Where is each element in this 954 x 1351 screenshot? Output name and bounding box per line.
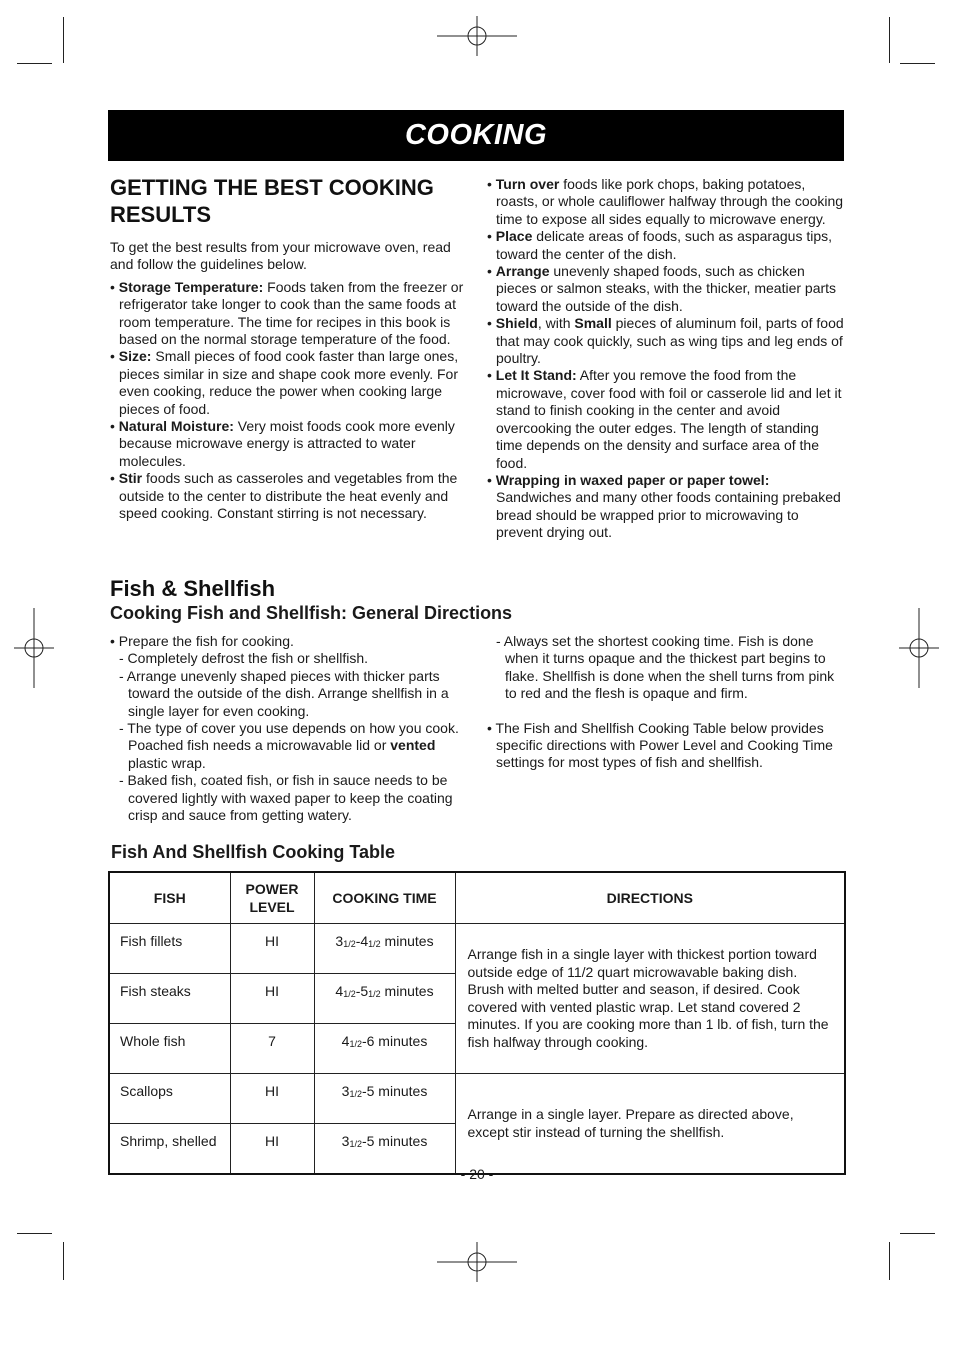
- header-fish: FISH: [109, 872, 230, 924]
- table-header-row: [109, 872, 845, 924]
- table-row: Shrimp, shelled HI $3_{1/2}-5$ minutes: [109, 1124, 845, 1175]
- header-directions: DIRECTIONS: [455, 872, 845, 924]
- list-item: - Baked fish, coated fish, or fish in sauce needs to be covered lightly with waxed paper to keep the coating crisp and sauce from getting watery.: [119, 772, 453, 824]
- best-results-heading: GETTING THE BEST COOKING RESULTS: [110, 175, 434, 227]
- list-item: • Wrapping in waxed paper or paper towel: Sandwiches and many other foods containing prebaked bread should be wrapped prior to microwaving to prevent drying out.: [487, 471, 841, 541]
- best-results-right-column: [487, 176, 845, 542]
- best-results-intro: To get the best results from your microwave oven, read and follow the guidelines below.: [110, 239, 451, 273]
- list-item: • Size: Small pieces of food cook faster than large ones, pieces similar in size and shape cook more evenly. For even cooking, reduce the power when cooking large pieces of food.: [110, 348, 459, 417]
- table-row: Fish fillets HI $3_{1/2}-4_{1/2}$ minutes Arrange fish in a single layer with thickest portion toward outside edge of 11/2 quart microwavable baking dish. Brush with melted butter and season, if desired. Cook covered with vented plastic wrap. Let stand covered 2 minutes. If you are cooking more than 1 lb. of fish, turn the fish halfway through cooking.: [109, 924, 845, 974]
- list-item: • Arrange unevenly shaped foods, such as chicken pieces or salmon steaks, with the thicker, meatier parts toward the outside of the dish.: [487, 263, 837, 314]
- directions-fish: Arrange fish in a single layer with thickest portion toward outside edge of 11/2 quart microwavable baking dish. Brush with melted butter and season, if desired. Cook covered with vented plastic wrap. Let stand covered 2 minutes. If you are cooking more than 1 lb. of fish, turn the fish halfway through cooking.: [455, 924, 845, 1074]
- page-banner: [108, 110, 844, 161]
- table-title: Fish And Shellfish Cooking Table: [111, 842, 396, 862]
- table-row: Fish steaks HI $4_{1/2}-5_{1/2}$ minutes: [109, 974, 845, 1024]
- registration-mark-bottom: [437, 1242, 517, 1282]
- registration-mark-right: [899, 608, 939, 688]
- table-row: Scallops HI $3_{1/2}-5$ minutes Arrange in a single layer. Prepare as directed above, except stir instead of turning the shellfish.: [109, 1074, 845, 1124]
- list-item: • Shield, with Small pieces of aluminum foil, parts of food that may cook quickly, such as wing tips and leg ends of poultry.: [487, 315, 844, 367]
- list-item: • Natural Moisture: Very moist foods cook more evenly because microwave energy is attracted to water molecules.: [110, 418, 455, 469]
- fish-left-column: [110, 633, 466, 824]
- list-item: • Prepare the fish for cooking.: [110, 633, 294, 649]
- list-item: • Storage Temperature: Foods taken from the freezer or refrigerator take longer to cook than the same foods at room temperature. The time for recipes in this book is based on the normal storage temperature of the food.: [110, 278, 464, 348]
- page-number: - 20 -: [460, 1166, 494, 1182]
- fish-right-column: [487, 633, 845, 772]
- list-item: • Place delicate areas of foods, such as asparagus tips, toward the center of the dish.: [487, 228, 833, 262]
- list-item: • Let It Stand: After you remove the food from the microwave, cover food with foil or casserole lid and let it stand to finish cooking in the center and avoid overcooking the outer edges. The length of standing time depends on the density and surface area of the food.: [487, 367, 842, 471]
- registration-mark-top: [437, 16, 517, 56]
- list-item: - The type of cover you use depends on how you cook. Poached fish needs a microwavable lid or vented plastic wrap.: [119, 720, 459, 771]
- header-cooking-time: COOKING TIME: [314, 872, 455, 924]
- list-item: • Turn over foods like pork chops, baking potatoes, roasts, or whole cauliflower halfway through the cooking time to expose all sides equally to microwave energy.: [487, 176, 844, 227]
- table-row: Whole fish 7 $4_{1/2}-6$ minutes: [109, 1024, 845, 1074]
- fish-heading: Fish & Shellfish: [110, 576, 276, 601]
- list-item: - Always set the shortest cooking time. Fish is done when it turns opaque and the thickest part begins to flake. Shellfish is done when the shell turns from pink to red and the flesh is opaque and firm.: [496, 633, 835, 702]
- best-results-left-column: [110, 239, 466, 523]
- banner-title: COOKING: [404, 119, 548, 151]
- list-item: • Stir foods such as casseroles and vegetables from the outside to the center to distribute the heat evenly and speed cooking. Constant stirring is not necessary.: [110, 470, 458, 522]
- list-item: - Arrange unevenly shaped pieces with thicker parts toward the outside of the dish. Arrange shellfish in a single layer for even cooking.: [119, 667, 449, 719]
- list-item: • The Fish and Shellfish Cooking Table below provides specific directions with Power Level and Cooking Time settings for most types of fish and shellfish.: [487, 719, 833, 771]
- fish-subheading: Cooking Fish and Shellfish: General Directions: [110, 603, 513, 623]
- header-power-level: POWER LEVEL: [230, 872, 314, 924]
- fish-cooking-table: [108, 871, 846, 1175]
- registration-mark-left: [14, 608, 54, 688]
- directions-shellfish: Arrange in a single layer. Prepare as directed above, except stir instead of turning the shellfish.: [455, 1074, 845, 1175]
- list-item: - Completely defrost the fish or shellfish.: [119, 650, 368, 667]
